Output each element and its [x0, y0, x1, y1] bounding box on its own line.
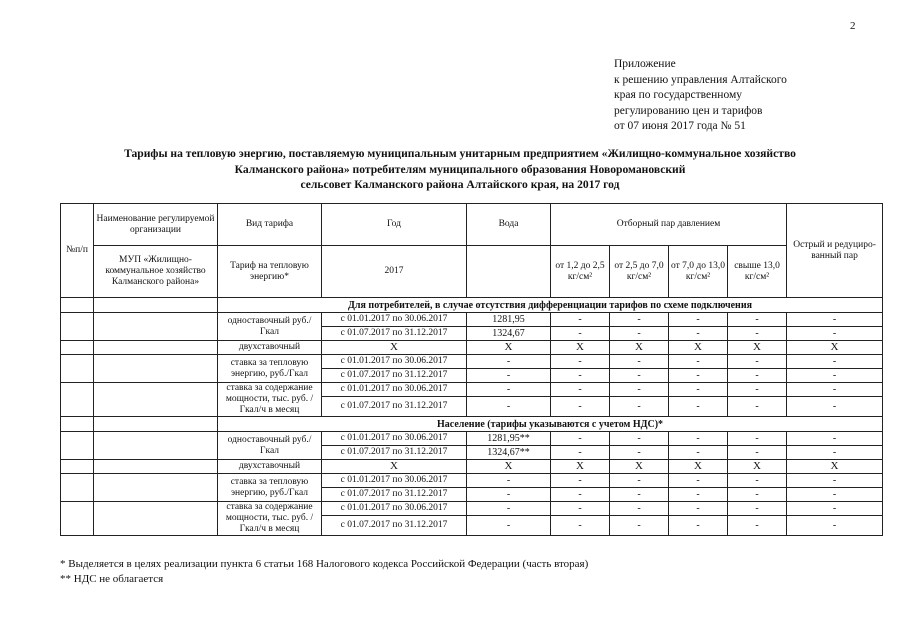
lead-water: [467, 246, 551, 298]
value-cell-p1: -: [551, 432, 610, 446]
value-cell-acute: -: [787, 383, 883, 397]
value-cell-water: -: [467, 516, 551, 536]
value-cell-water: 1281,95**: [467, 432, 551, 446]
value-cell-p3: -: [669, 397, 728, 417]
one-part-tariff-label: одноставочный руб./Гкал: [218, 313, 322, 341]
two-part-tariff-label: двухставочный: [218, 341, 322, 355]
value-cell-acute: -: [787, 488, 883, 502]
header-pressure-2: от 2,5 до 7,0 кг/см²: [610, 246, 669, 298]
value-cell-acute: -: [787, 397, 883, 417]
header-type: Вид тарифа: [218, 204, 322, 246]
value-cell-p4: -: [728, 488, 787, 502]
header-org: Наименование регулируемой организации: [94, 204, 218, 246]
blank-num-cell: [61, 313, 94, 341]
value-cell-p4: -: [728, 369, 787, 383]
blank-org-cell: [94, 417, 218, 432]
value-cell-year: X: [322, 460, 467, 474]
blank-org-cell: [94, 383, 218, 417]
appendix-line: регулированию цен и тарифов: [614, 104, 763, 117]
appendix-line: к решению управления Алтайского: [614, 73, 787, 86]
tariff-row: [61, 432, 883, 446]
value-cell-p2: -: [610, 397, 669, 417]
value-cell-acute: -: [787, 516, 883, 536]
title-line: Тарифы на тепловую энергию, поставляемую муниципальным унитарным предприятием «Жилищно-коммунальное хозяйство: [124, 147, 796, 160]
period-cell: с 01.07.2017 по 31.12.2017: [322, 446, 467, 460]
value-cell-p1: -: [551, 383, 610, 397]
value-cell-p2: X: [610, 460, 669, 474]
lead-row: [61, 246, 883, 298]
value-cell-p2: X: [610, 341, 669, 355]
capacity-rate-label: ставка за содержание мощности, тыс. руб. /Гкал/ч в месяц: [218, 383, 322, 417]
value-cell-water: X: [467, 341, 551, 355]
value-cell-water: -: [467, 383, 551, 397]
value-cell-p4: -: [728, 327, 787, 341]
blank-num-cell: [61, 355, 94, 383]
section-separator-row: [61, 298, 883, 313]
blank-org-cell: [94, 341, 218, 355]
footnote: ** НДС не облагается: [60, 572, 164, 585]
value-cell-p1: -: [551, 397, 610, 417]
value-cell-p1: -: [551, 355, 610, 369]
blank-num-cell: [61, 383, 94, 417]
blank-org-cell: [94, 313, 218, 341]
value-cell-water: -: [467, 369, 551, 383]
appendix-block: [614, 57, 787, 135]
blank-num-cell: [61, 341, 94, 355]
header-year: Год: [322, 204, 467, 246]
period-cell: с 01.01.2017 по 30.06.2017: [322, 313, 467, 327]
blank-num-cell: [61, 502, 94, 536]
value-cell-p1: -: [551, 327, 610, 341]
value-cell-p4: -: [728, 355, 787, 369]
value-cell-p3: -: [669, 432, 728, 446]
period-cell: с 01.07.2017 по 31.12.2017: [322, 516, 467, 536]
title-line: Калманского района» потребителям муниципального образования Новоромановский: [234, 162, 686, 176]
value-cell-water: X: [467, 460, 551, 474]
value-cell-water: -: [467, 488, 551, 502]
value-cell-p4: X: [728, 460, 787, 474]
value-cell-acute: -: [787, 432, 883, 446]
value-cell-p4: -: [728, 474, 787, 488]
value-cell-p1: -: [551, 446, 610, 460]
value-cell-acute: -: [787, 327, 883, 341]
value-cell-p3: -: [669, 446, 728, 460]
value-cell-p1: X: [551, 341, 610, 355]
value-cell-water: -: [467, 502, 551, 516]
value-cell-p1: -: [551, 313, 610, 327]
page-number: 2: [850, 20, 856, 32]
header-num: №п/п: [61, 204, 94, 298]
value-cell-water: 1324,67**: [467, 446, 551, 460]
value-cell-acute: X: [787, 460, 883, 474]
value-cell-p4: X: [728, 341, 787, 355]
lead-type: Тариф на тепловую энергию*: [218, 246, 322, 298]
period-cell: с 01.01.2017 по 30.06.2017: [322, 502, 467, 516]
section-label: Население (тарифы указываются с учетом НДС)*: [218, 417, 883, 432]
capacity-rate-label: ставка за содержание мощности, тыс. руб. /Гкал/ч в месяц: [218, 502, 322, 536]
tariff-row: [61, 474, 883, 488]
lead-year: 2017: [322, 246, 467, 298]
header-pressure-3: от 7,0 до 13,0 кг/см²: [669, 246, 728, 298]
value-cell-p3: X: [669, 460, 728, 474]
value-cell-acute: -: [787, 474, 883, 488]
value-cell-p4: -: [728, 432, 787, 446]
value-cell-p4: -: [728, 502, 787, 516]
period-cell: с 01.01.2017 по 30.06.2017: [322, 432, 467, 446]
blank-num-cell: [61, 432, 94, 460]
value-cell-p1: X: [551, 460, 610, 474]
value-cell-acute: -: [787, 369, 883, 383]
value-cell-p3: -: [669, 383, 728, 397]
period-cell: с 01.07.2017 по 31.12.2017: [322, 327, 467, 341]
value-cell-acute: -: [787, 355, 883, 369]
value-cell-p2: -: [610, 446, 669, 460]
period-cell: с 01.01.2017 по 30.06.2017: [322, 355, 467, 369]
tariff-row: [61, 383, 883, 397]
blank-org-cell: [94, 298, 218, 313]
blank-org-cell: [94, 355, 218, 383]
tariff-table: [60, 203, 883, 536]
heat-rate-label: ставка за тепловую энергию, руб./Гкал: [218, 355, 322, 383]
header-pressure-1: от 1,2 до 2,5 кг/см²: [551, 246, 610, 298]
section-label: Для потребителей, в случае отсутствия дифференциации тарифов по схеме подключения: [218, 298, 883, 313]
value-cell-p2: -: [610, 355, 669, 369]
two-part-row: [61, 460, 883, 474]
value-cell-p2: -: [610, 369, 669, 383]
value-cell-p1: -: [551, 369, 610, 383]
tariff-row: [61, 502, 883, 516]
value-cell-p1: -: [551, 474, 610, 488]
value-cell-water: 1281,95: [467, 313, 551, 327]
period-cell: с 01.07.2017 по 31.12.2017: [322, 397, 467, 417]
value-cell-water: 1324,67: [467, 327, 551, 341]
value-cell-p3: -: [669, 327, 728, 341]
blank-org-cell: [94, 460, 218, 474]
title-line: сельсовет Калманского района Алтайского края, на 2017 год: [300, 178, 620, 191]
value-cell-p3: -: [669, 369, 728, 383]
tariff-row: [61, 355, 883, 369]
value-cell-p3: -: [669, 516, 728, 536]
header-pressure-4: свыше 13,0 кг/см²: [728, 246, 787, 298]
one-part-tariff-label: одноставочный руб./Гкал: [218, 432, 322, 460]
two-part-tariff-label: двухставочный: [218, 460, 322, 474]
value-cell-p2: -: [610, 516, 669, 536]
two-part-row: [61, 341, 883, 355]
period-cell: с 01.07.2017 по 31.12.2017: [322, 488, 467, 502]
tariff-row: [61, 313, 883, 327]
value-cell-p1: -: [551, 488, 610, 502]
value-cell-acute: -: [787, 313, 883, 327]
period-cell: с 01.01.2017 по 30.06.2017: [322, 474, 467, 488]
value-cell-p4: -: [728, 383, 787, 397]
value-cell-acute: -: [787, 502, 883, 516]
value-cell-p3: -: [669, 313, 728, 327]
blank-num-cell: [61, 298, 94, 313]
value-cell-p2: -: [610, 327, 669, 341]
value-cell-p4: -: [728, 313, 787, 327]
value-cell-year: X: [322, 341, 467, 355]
lead-org: МУП «Жилищно-коммунальное хозяйство Калманского района»: [94, 246, 218, 298]
value-cell-p3: X: [669, 341, 728, 355]
value-cell-water: -: [467, 474, 551, 488]
appendix-line: Приложение: [614, 58, 676, 70]
section-separator-row: [61, 417, 883, 432]
appendix-line: от 07 июня 2017 года № 51: [614, 120, 746, 132]
value-cell-p3: -: [669, 474, 728, 488]
value-cell-p1: -: [551, 502, 610, 516]
blank-org-cell: [94, 502, 218, 536]
footnotes: [60, 557, 588, 586]
blank-num-cell: [61, 417, 94, 432]
header-row: [61, 204, 883, 246]
value-cell-acute: X: [787, 341, 883, 355]
appendix-line: края по государственному: [614, 89, 742, 101]
value-cell-p4: -: [728, 516, 787, 536]
header-acute-steam: Острый и редуциро-ванный пар: [787, 204, 883, 298]
period-cell: с 01.01.2017 по 30.06.2017: [322, 383, 467, 397]
blank-org-cell: [94, 432, 218, 460]
value-cell-acute: -: [787, 446, 883, 460]
heat-rate-label: ставка за тепловую энергию, руб./Гкал: [218, 474, 322, 502]
document-title: [60, 146, 860, 193]
value-cell-p3: -: [669, 355, 728, 369]
header-steam: Отборный пар давлением: [551, 204, 787, 246]
value-cell-water: -: [467, 397, 551, 417]
value-cell-p2: -: [610, 474, 669, 488]
value-cell-p4: -: [728, 397, 787, 417]
value-cell-p2: -: [610, 502, 669, 516]
period-cell: с 01.07.2017 по 31.12.2017: [322, 369, 467, 383]
value-cell-p4: -: [728, 446, 787, 460]
blank-num-cell: [61, 460, 94, 474]
blank-org-cell: [94, 474, 218, 502]
value-cell-p3: -: [669, 488, 728, 502]
value-cell-p2: -: [610, 313, 669, 327]
header-water: Вода: [467, 204, 551, 246]
blank-num-cell: [61, 474, 94, 502]
value-cell-p1: -: [551, 516, 610, 536]
value-cell-water: -: [467, 355, 551, 369]
value-cell-p2: -: [610, 383, 669, 397]
value-cell-p3: -: [669, 502, 728, 516]
footnote: * Выделяется в целях реализации пункта 6 статьи 168 Налогового кодекса Российской Федерации (часть вторая): [60, 558, 589, 570]
value-cell-p2: -: [610, 488, 669, 502]
value-cell-p2: -: [610, 432, 669, 446]
